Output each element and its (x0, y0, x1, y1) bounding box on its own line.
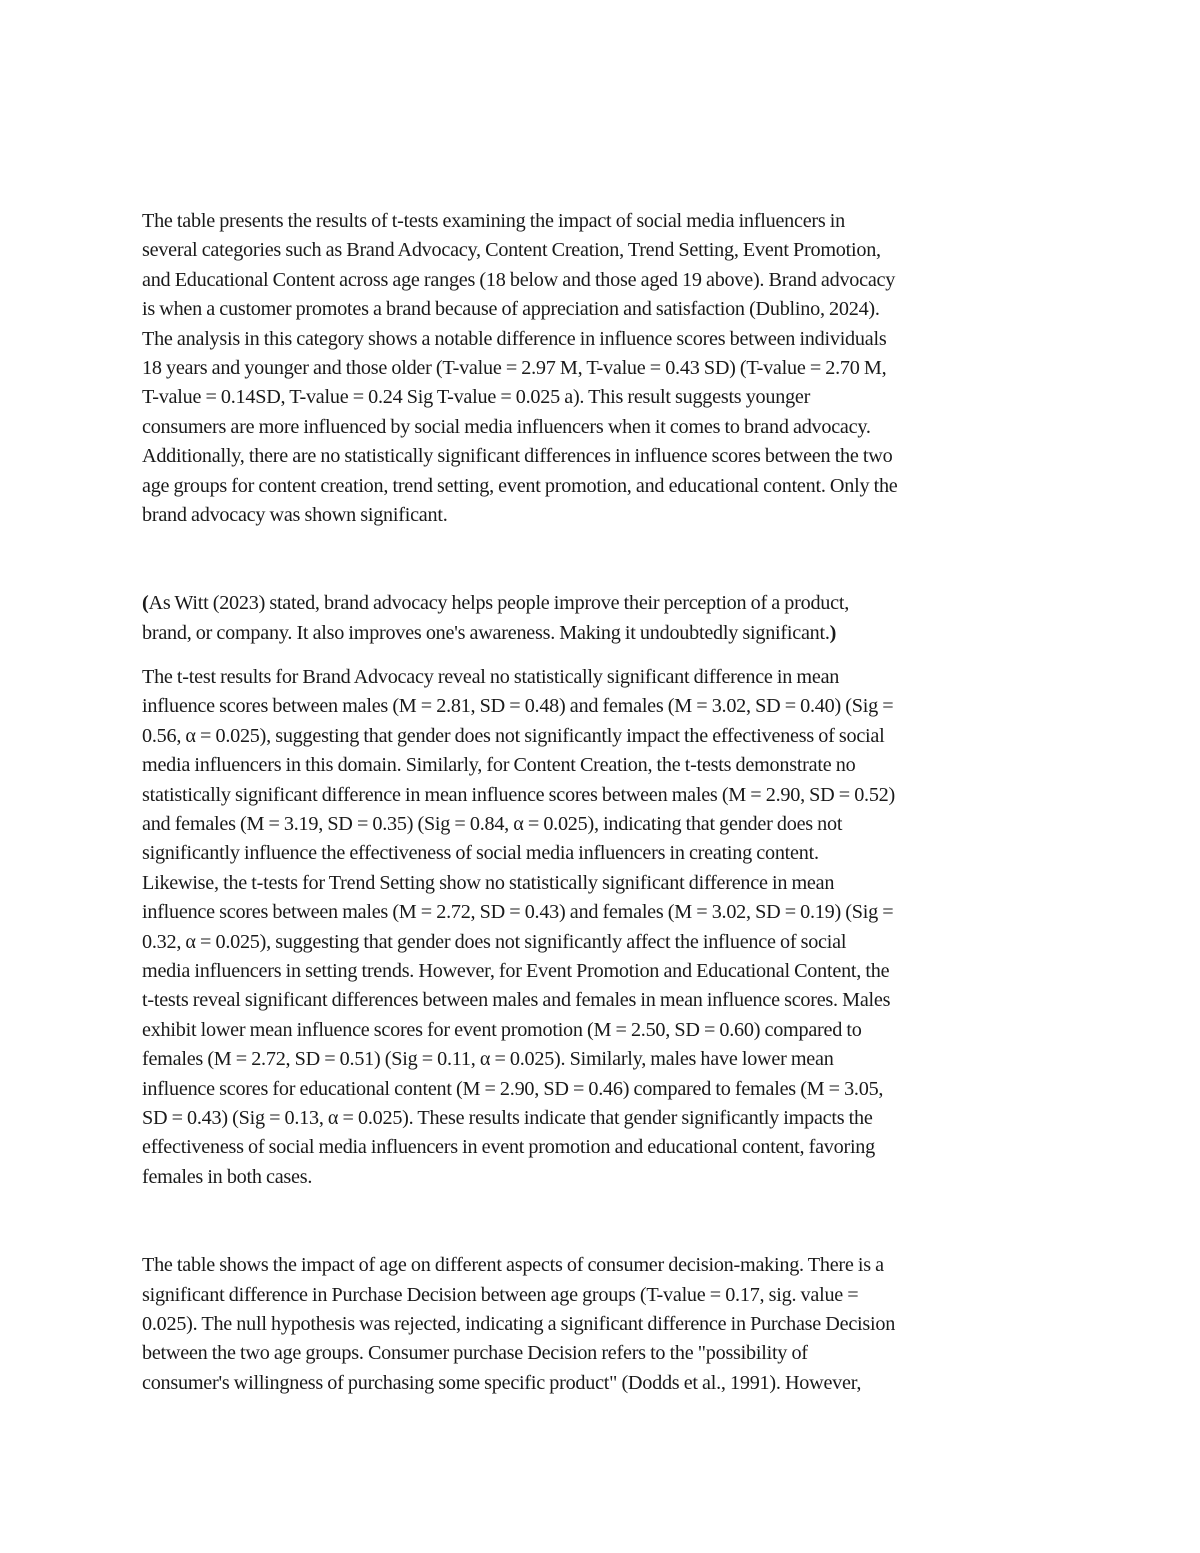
text-line: SD = 0.43) (Sig = 0.13, α = 0.025). These results indicate that gender significantly impacts the (142, 1106, 873, 1129)
text-line-content: brand, or company. It also improves one's awareness. Making it undoubtedly significant. (142, 621, 830, 644)
text-line: exhibit lower mean influence scores for event promotion (M = 2.50, SD = 0.60) compared to (142, 1018, 862, 1041)
text-line: females in both cases. (142, 1165, 313, 1188)
close-parenthesis: ) (829, 621, 837, 644)
text-line: media influencers in setting trends. However, for Event Promotion and Educational Content, the (142, 959, 890, 982)
paragraph-age-purchase-decision (142, 1251, 1067, 1398)
paragraph-witt-note (142, 589, 1067, 648)
text-line: effectiveness of social media influencers in event promotion and educational content, favoring (142, 1136, 875, 1159)
text-line: consumer's willingness of purchasing some specific product" (Dodds et al., 1991). However, (142, 1371, 862, 1394)
paragraph-gender-ttest (142, 663, 1067, 1192)
text-line: 0.32, α = 0.025), suggesting that gender does not significantly affect the influence of social (142, 930, 847, 953)
text-line: T-value = 0.14SD, T-value = 0.24 Sig T-value = 0.025 a). This result suggests younger (142, 386, 811, 409)
text-line: 0.56, α = 0.025), suggesting that gender does not significantly impact the effectiveness of social (142, 724, 885, 747)
text-line: between the two age groups. Consumer purchase Decision refers to the "possibility of (142, 1342, 808, 1365)
text-line: 18 years and younger and those older (T-value = 2.97 M, T-value = 0.43 SD) (T-value = 2.70 M, (142, 356, 887, 379)
text-line: consumers are more influenced by social media influencers when it comes to brand advocacy. (142, 415, 871, 438)
text-line: and females (M = 3.19, SD = 0.35) (Sig = 0.84, α = 0.025), indicating that gender does not (142, 813, 843, 836)
paragraph-age-brand-advocacy (142, 207, 1067, 530)
open-parenthesis: ( (142, 592, 149, 615)
paragraph-spacer (142, 648, 1067, 663)
text-line: influence scores between males (M = 2.81, SD = 0.48) and females (M = 3.02, SD = 0.40) (Sig = (142, 695, 894, 718)
text-line: The analysis in this category shows a notable difference in influence scores between individuals (142, 327, 887, 350)
text-line: several categories such as Brand Advocacy, Content Creation, Trend Setting, Event Promotion, (142, 239, 881, 262)
text-line: and Educational Content across age ranges (18 below and those aged 19 above). Brand advocacy (142, 268, 896, 291)
paragraph-spacer (142, 1192, 1067, 1251)
text-line: The t-test results for Brand Advocacy reveal no statistically significant difference in mean (142, 666, 840, 689)
text-line: brand advocacy was shown significant. (142, 503, 448, 526)
text-line: The table presents the results of t-tests examining the impact of social media influencers in (142, 210, 846, 232)
text-line: significant difference in Purchase Decision between age groups (T-value = 0.17, sig. value = (142, 1283, 859, 1306)
text-line: females (M = 2.72, SD = 0.51) (Sig = 0.11, α = 0.025). Similarly, males have lower mean (142, 1048, 834, 1071)
text-line: 0.025). The null hypothesis was rejected, indicating a significant difference in Purchase Decision (142, 1312, 896, 1335)
text-line: influence scores between males (M = 2.72, SD = 0.43) and females (M = 3.02, SD = 0.19) (Sig = (142, 901, 894, 924)
paragraph-spacer (142, 530, 1067, 589)
text-line: The table shows the impact of age on different aspects of consumer decision-making. There is a (142, 1254, 884, 1277)
document-page (142, 207, 1067, 1398)
text-line (142, 589, 1067, 618)
text-line (142, 619, 1067, 648)
text-line: significantly influence the effectiveness of social media influencers in creating content. (142, 842, 819, 865)
text-line: influence scores for educational content (M = 2.90, SD = 0.46) compared to females (M = 3.05, (142, 1077, 884, 1100)
text-line: media influencers in this domain. Similarly, for Content Creation, the t-tests demonstrate no (142, 754, 856, 777)
text-line: Likewise, the t-tests for Trend Setting show no statistically significant difference in mean (142, 871, 835, 894)
text-line: is when a customer promotes a brand because of appreciation and satisfaction (Dublino, 2024). (142, 298, 880, 321)
text-line: Additionally, there are no statistically significant differences in influence scores between the two (142, 445, 893, 468)
text-line: statistically significant difference in mean influence scores between males (M = 2.90, SD = 0.52) (142, 783, 895, 806)
text-line: age groups for content creation, trend setting, event promotion, and educational content. Only the (142, 474, 898, 497)
text-line-content: As Witt (2023) stated, brand advocacy helps people improve their perception of a product, (148, 592, 849, 615)
text-line: t-tests reveal significant differences between males and females in mean influence scores. Males (142, 989, 891, 1012)
